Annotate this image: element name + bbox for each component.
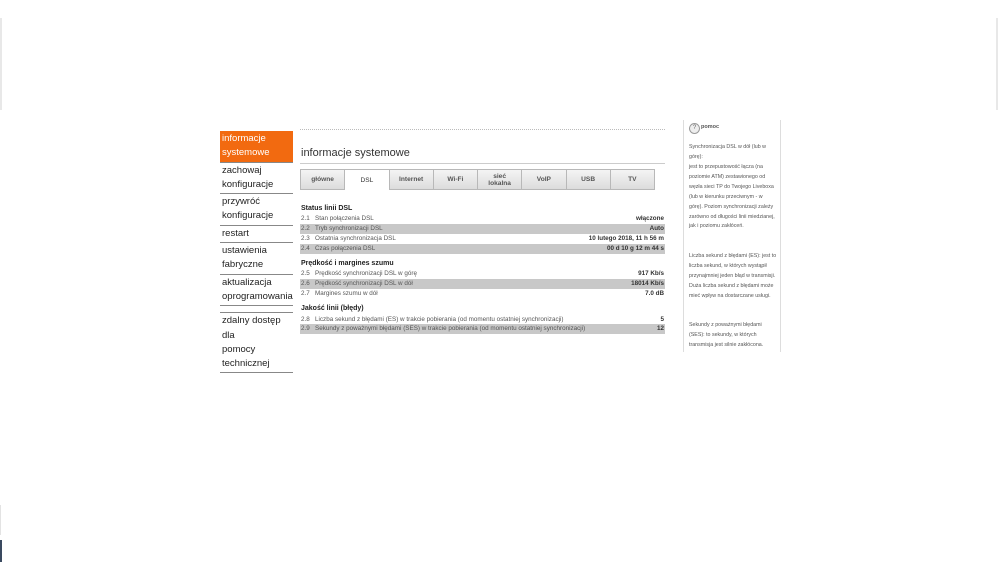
sidebar-item-aktualizacja-oprogramowania[interactable] (220, 275, 293, 307)
tab-label: sieć lokalna (488, 172, 511, 187)
sidebar-item-label: zachowaj (222, 164, 262, 176)
sidebar-item-label: ustawienia (222, 245, 267, 257)
help-paragraph: Synchronizacja DSL w dół (lub w górę): (689, 144, 766, 160)
row-number: 2.3 (301, 235, 310, 243)
tab-glowne[interactable] (300, 169, 344, 190)
help-paragraph: Sekundy z poważnymi błędami (SES): to sekundy, w których transmisja jest silnie zakłócona. (689, 322, 764, 348)
row-number: 2.7 (301, 290, 310, 298)
row-value: 10 lutego 2018, 11 h 56 m (588, 235, 664, 243)
section-title-jakosc: Jakość linii (błędy) (301, 305, 364, 312)
help-heading: pomoc (701, 124, 720, 130)
tab-label: TV (628, 176, 637, 183)
table-row (300, 324, 665, 334)
tab-dsl[interactable] (344, 169, 388, 190)
sidebar-item-ustawienia-fabryczne[interactable] (220, 243, 293, 275)
tab-label: Wi-Fi (447, 176, 464, 183)
row-value: 18014 Kb/s (631, 280, 664, 288)
top-divider (300, 129, 665, 130)
row-label: Liczba sekund z błędami (ES) w trakcie pobierania (od momentu ostatniej synchronizacji) (315, 316, 564, 324)
tab-label: główne (311, 176, 334, 183)
tab-wifi[interactable] (433, 169, 477, 190)
table-row (300, 279, 665, 289)
tab-internet[interactable] (389, 169, 433, 190)
row-label: Prędkość synchronizacji DSL w dół (315, 280, 413, 288)
row-number: 2.8 (301, 316, 310, 324)
row-label: Stan połączenia DSL (315, 215, 374, 223)
row-number: 2.1 (301, 215, 310, 223)
table-row (300, 234, 665, 244)
sidebar-item-label: systemowe (222, 147, 270, 159)
row-label: Prędkość synchronizacji DSL w górę (315, 270, 417, 278)
sidebar-item-label: konfiguracje (222, 210, 274, 222)
row-number: 2.4 (301, 245, 310, 253)
help-panel[interactable] (683, 120, 781, 352)
sidebar-item-informacje-systemowe[interactable] (220, 131, 293, 163)
sidebar-item-zachowaj-konfiguracje[interactable] (220, 163, 293, 195)
title-divider (300, 163, 665, 164)
row-number: 2.6 (301, 280, 310, 288)
tab-siec-lokalna[interactable] (477, 169, 521, 190)
tab-label: VoIP (536, 176, 551, 183)
tab-label: Internet (399, 176, 424, 183)
tab-bar (300, 169, 655, 190)
row-number: 2.2 (301, 225, 310, 233)
section-title-status: Status linii DSL (301, 205, 353, 212)
sidebar-item-label: informacje (222, 133, 266, 144)
window-edge-left-lower (0, 505, 1, 535)
sidebar-item-label: restart (222, 227, 249, 239)
row-number: 2.5 (301, 270, 310, 278)
sidebar-item-restart[interactable] (220, 226, 293, 243)
sidebar-item-label: technicznej (222, 358, 270, 370)
tab-tv[interactable] (610, 169, 655, 190)
row-number: 2.9 (301, 325, 310, 333)
sidebar-item-label: konfiguracje (222, 178, 274, 190)
row-value: włączone (636, 215, 664, 223)
row-label: Sekundy z poważnymi błędami (SES) w trakcie pobierania (od momentu ostatniej synchronizacji) (315, 325, 586, 333)
tab-label: USB (581, 176, 596, 183)
row-label: Czas połączenia DSL (315, 245, 376, 253)
sidebar-item-label: przywróć (222, 196, 261, 208)
table-row (300, 224, 665, 234)
sidebar-item-label: fabryczne (222, 259, 264, 271)
help-icon: ? (689, 123, 700, 134)
sidebar-menu (220, 131, 293, 373)
sidebar-item-zdalny-dostep[interactable] (220, 312, 293, 373)
row-label: Tryb synchronizacji DSL (315, 225, 383, 233)
tab-voip[interactable] (521, 169, 565, 190)
sidebar-item-label: zdalny dostęp dla (222, 315, 281, 341)
tab-usb[interactable] (566, 169, 610, 190)
sidebar-item-label: aktualizacja (222, 276, 272, 288)
sidebar-item-przywroc-konfiguracje[interactable] (220, 194, 293, 226)
taskbar-edge (0, 540, 2, 562)
window-edge-left (0, 18, 2, 110)
row-value: 5 (660, 316, 664, 324)
row-value: 12 (656, 325, 664, 333)
row-label: Margines szumu w dół (315, 290, 378, 298)
page-title: informacje systemowe (301, 147, 410, 159)
table-row (300, 244, 665, 254)
row-value: 917 Kb/s (638, 270, 664, 278)
table-row (300, 289, 665, 299)
table-row (300, 214, 665, 224)
sidebar-item-label: pomocy (222, 343, 256, 355)
tab-label: DSL (360, 176, 374, 184)
help-paragraph: Liczba sekund z błędami (ES): jest to liczba sekund, w których wystąpił przynajmniej jeden błąd w transmisji. Duża liczba sekund z błędami może mieć wpływ na dostarczane usługi. (689, 253, 777, 299)
window-edge-right (996, 18, 998, 110)
section-title-predkosc: Prędkość i margines szumu (301, 260, 394, 267)
table-row (300, 269, 665, 279)
row-label: Ostatnia synchronizacja DSL (315, 235, 396, 243)
sidebar-item-label: oprogramowania (222, 290, 293, 302)
row-value: Auto (649, 225, 664, 233)
row-value: 00 d 10 g 12 m 44 s (606, 245, 664, 253)
row-value: 7.0 dB (645, 290, 664, 298)
help-paragraph: jest to przepustowość łącza (na poziomie ATM) zestawionego od węzła sieci TP do Twojego Liveboxa (lub w kierunku przeciwnym - w górę). Poziom synchronizacji zależy zarówno od długości linii miedzianej, jak i poziomu zakłóceń. (689, 164, 775, 230)
